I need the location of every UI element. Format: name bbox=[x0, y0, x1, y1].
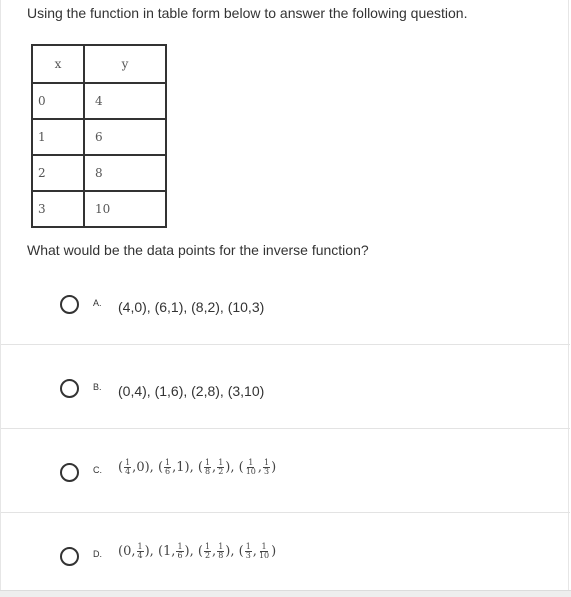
comma: , bbox=[132, 460, 137, 475]
paren: ( bbox=[118, 544, 124, 559]
fraction: $\frac{1}{2}$ bbox=[204, 542, 211, 560]
comma: , bbox=[212, 460, 217, 475]
paren: ) bbox=[271, 460, 277, 475]
sub-question-prompt: What would be the data points for the inverse function? bbox=[27, 242, 369, 258]
fraction: $\frac{1}{10}$ bbox=[258, 542, 270, 560]
table-row bbox=[32, 155, 166, 191]
table-cell-y: 8 bbox=[84, 155, 166, 191]
comma: , bbox=[212, 544, 217, 559]
table-cell-y: 6 bbox=[84, 119, 166, 155]
value: 1 bbox=[163, 544, 172, 559]
comma: , bbox=[252, 544, 257, 559]
fraction: $\frac{1}{2}$ bbox=[218, 458, 224, 476]
choice-letter: B. bbox=[93, 382, 102, 392]
choice-letter: C. bbox=[93, 465, 102, 475]
paren: ) bbox=[225, 460, 231, 475]
value: 1 bbox=[176, 460, 185, 475]
comma: , bbox=[257, 460, 263, 475]
choice-math bbox=[118, 543, 276, 560]
paren: ( bbox=[238, 544, 244, 559]
choice-math bbox=[118, 459, 276, 476]
fraction: $\frac{1}{4}$ bbox=[125, 458, 131, 476]
paren: ( bbox=[157, 544, 164, 559]
separator: , bbox=[189, 544, 198, 559]
separator: , bbox=[149, 460, 158, 475]
table-header-y: y bbox=[84, 45, 166, 83]
radio-button-b[interactable] bbox=[60, 379, 79, 398]
separator: , bbox=[189, 460, 198, 475]
fraction: $\frac{1}{8}$ bbox=[218, 542, 224, 560]
table-row bbox=[32, 119, 166, 155]
paren: ) bbox=[271, 544, 277, 559]
fraction: $\frac{1}{3}$ bbox=[264, 458, 270, 476]
table-cell-x: 2 bbox=[32, 155, 84, 191]
value: 0 bbox=[136, 460, 145, 475]
table-cell-y: 10 bbox=[84, 191, 166, 227]
paren: ) bbox=[184, 460, 190, 475]
fraction: $\frac{1}{4}$ bbox=[137, 542, 143, 560]
paren: ( bbox=[118, 460, 124, 475]
answer-choice-d[interactable] bbox=[1, 513, 570, 597]
table-cell-x: 3 bbox=[32, 191, 84, 227]
answer-choice-a[interactable] bbox=[1, 261, 570, 345]
fraction: $\frac{1}{10}$ bbox=[245, 458, 256, 476]
table-cell-x: 0 bbox=[32, 83, 84, 119]
radio-button-a[interactable] bbox=[60, 295, 79, 314]
separator: , bbox=[149, 544, 158, 559]
table-row bbox=[32, 83, 166, 119]
fraction: $\frac{1}{6}$ bbox=[177, 542, 183, 560]
table-cell-y: 4 bbox=[84, 83, 166, 119]
paren: ( bbox=[197, 460, 203, 475]
paren: ( bbox=[238, 460, 244, 475]
choice-letter: D. bbox=[93, 549, 102, 559]
comma: , bbox=[172, 460, 177, 475]
paren: ) bbox=[225, 544, 231, 559]
paren: ( bbox=[197, 544, 203, 559]
radio-button-d[interactable] bbox=[60, 547, 79, 566]
question-prompt: Using the function in table form below to answer the following question. bbox=[27, 5, 468, 21]
fraction: $\frac{1}{6}$ bbox=[165, 458, 171, 476]
choice-text: (4,0), (6,1), (8,2), (10,3) bbox=[118, 299, 265, 315]
table-header-row bbox=[32, 45, 166, 83]
fraction: $\frac{1}{3}$ bbox=[245, 542, 251, 560]
comma: , bbox=[131, 544, 136, 559]
value: 0 bbox=[123, 544, 132, 559]
separator: , bbox=[230, 460, 239, 475]
fraction: $\frac{1}{8}$ bbox=[204, 458, 211, 476]
paren: ) bbox=[144, 460, 150, 475]
choice-letter: A. bbox=[93, 298, 102, 308]
radio-button-c[interactable] bbox=[60, 463, 79, 482]
table-header-x: x bbox=[32, 45, 84, 83]
answer-choice-c[interactable] bbox=[1, 429, 570, 513]
paren: ) bbox=[144, 544, 150, 559]
comma: , bbox=[171, 544, 176, 559]
paren: ) bbox=[184, 544, 190, 559]
separator: , bbox=[230, 544, 239, 559]
choice-text: (0,4), (1,6), (2,8), (3,10) bbox=[118, 383, 265, 399]
paren: ( bbox=[157, 460, 164, 475]
table-cell-x: 1 bbox=[32, 119, 84, 155]
table-row bbox=[32, 191, 166, 227]
answer-choice-b[interactable] bbox=[1, 345, 570, 429]
function-table bbox=[31, 44, 167, 228]
